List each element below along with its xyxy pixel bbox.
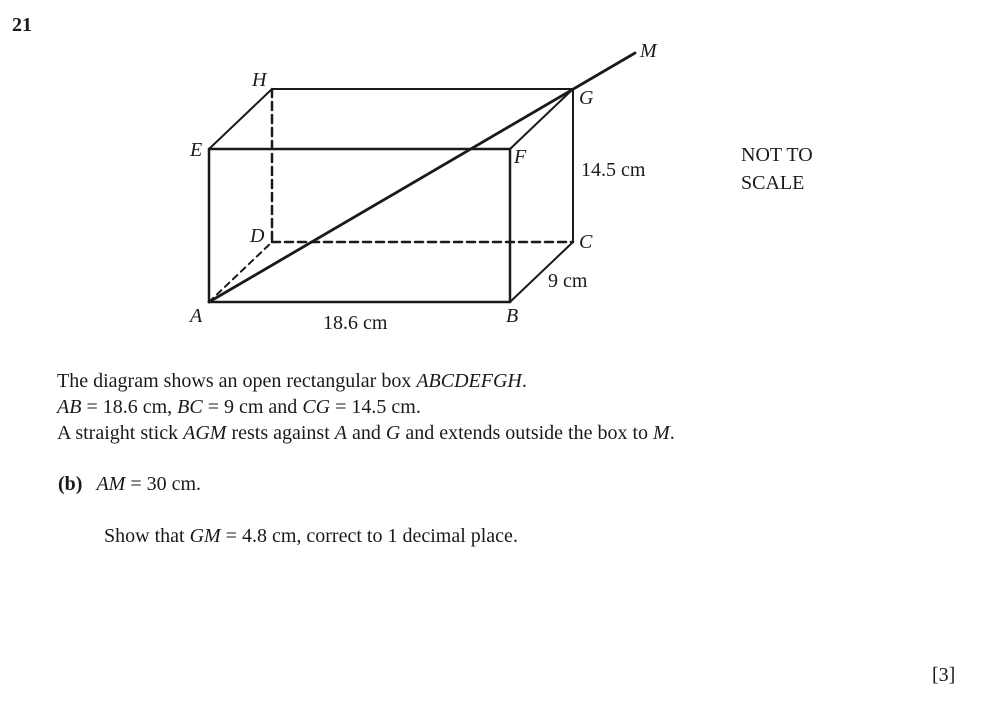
note-line-2: SCALE xyxy=(741,172,805,194)
var-AM: AM xyxy=(96,473,126,495)
stem-text: and xyxy=(346,422,386,444)
stem-line-2 xyxy=(57,394,421,420)
label-G: G xyxy=(579,87,594,109)
stem-text: and extends outside the box to xyxy=(400,422,654,444)
label-M: M xyxy=(640,40,657,62)
dimension-BC: 9 cm xyxy=(548,270,588,292)
task-text: = 4.8 cm, correct to 1 decimal place. xyxy=(220,525,518,547)
label-E: E xyxy=(190,139,203,161)
stem-text: The diagram shows an open rectangular box xyxy=(57,370,417,392)
label-A: A xyxy=(190,305,203,327)
label-B: B xyxy=(506,305,519,327)
note-line-1: NOT TO xyxy=(741,144,813,166)
stem-text: rests against xyxy=(226,422,335,444)
given-value: = 30 cm. xyxy=(125,473,202,495)
task-text: Show that xyxy=(104,525,190,547)
part-label: (b) xyxy=(58,473,83,495)
stem-text: = 9 cm and xyxy=(202,396,303,418)
not-to-scale-note xyxy=(741,141,813,197)
part-b-given xyxy=(58,473,201,496)
label-F: F xyxy=(514,146,527,168)
part-b-task xyxy=(104,525,518,548)
label-H: H xyxy=(252,69,267,91)
question-number: 21 xyxy=(12,14,32,36)
label-C: C xyxy=(579,231,593,253)
stem-line-1 xyxy=(57,368,527,394)
edge-EH xyxy=(209,89,272,149)
var-GM: GM xyxy=(189,525,221,547)
stem-text: A straight stick xyxy=(57,422,184,444)
var-AGM: AGM xyxy=(183,422,227,444)
stem-text: . xyxy=(669,422,675,444)
var-M: M xyxy=(653,422,670,444)
var-G: G xyxy=(385,422,401,444)
var-AB: AB xyxy=(57,396,82,418)
stem-text: = 14.5 cm. xyxy=(330,396,421,418)
dimension-AB: 18.6 cm xyxy=(323,312,388,334)
var-A: A xyxy=(334,422,347,444)
dimension-CG: 14.5 cm xyxy=(581,159,646,181)
stem-text: . xyxy=(521,370,527,392)
var-CG: CG xyxy=(302,396,331,418)
label-D: D xyxy=(250,225,265,247)
stem-line-3 xyxy=(57,420,675,446)
marks-indicator: [3] xyxy=(932,664,956,686)
var-BC: BC xyxy=(177,396,203,418)
box-name: ABCDEFGH xyxy=(416,370,522,392)
stem-text: = 18.6 cm, xyxy=(81,396,178,418)
